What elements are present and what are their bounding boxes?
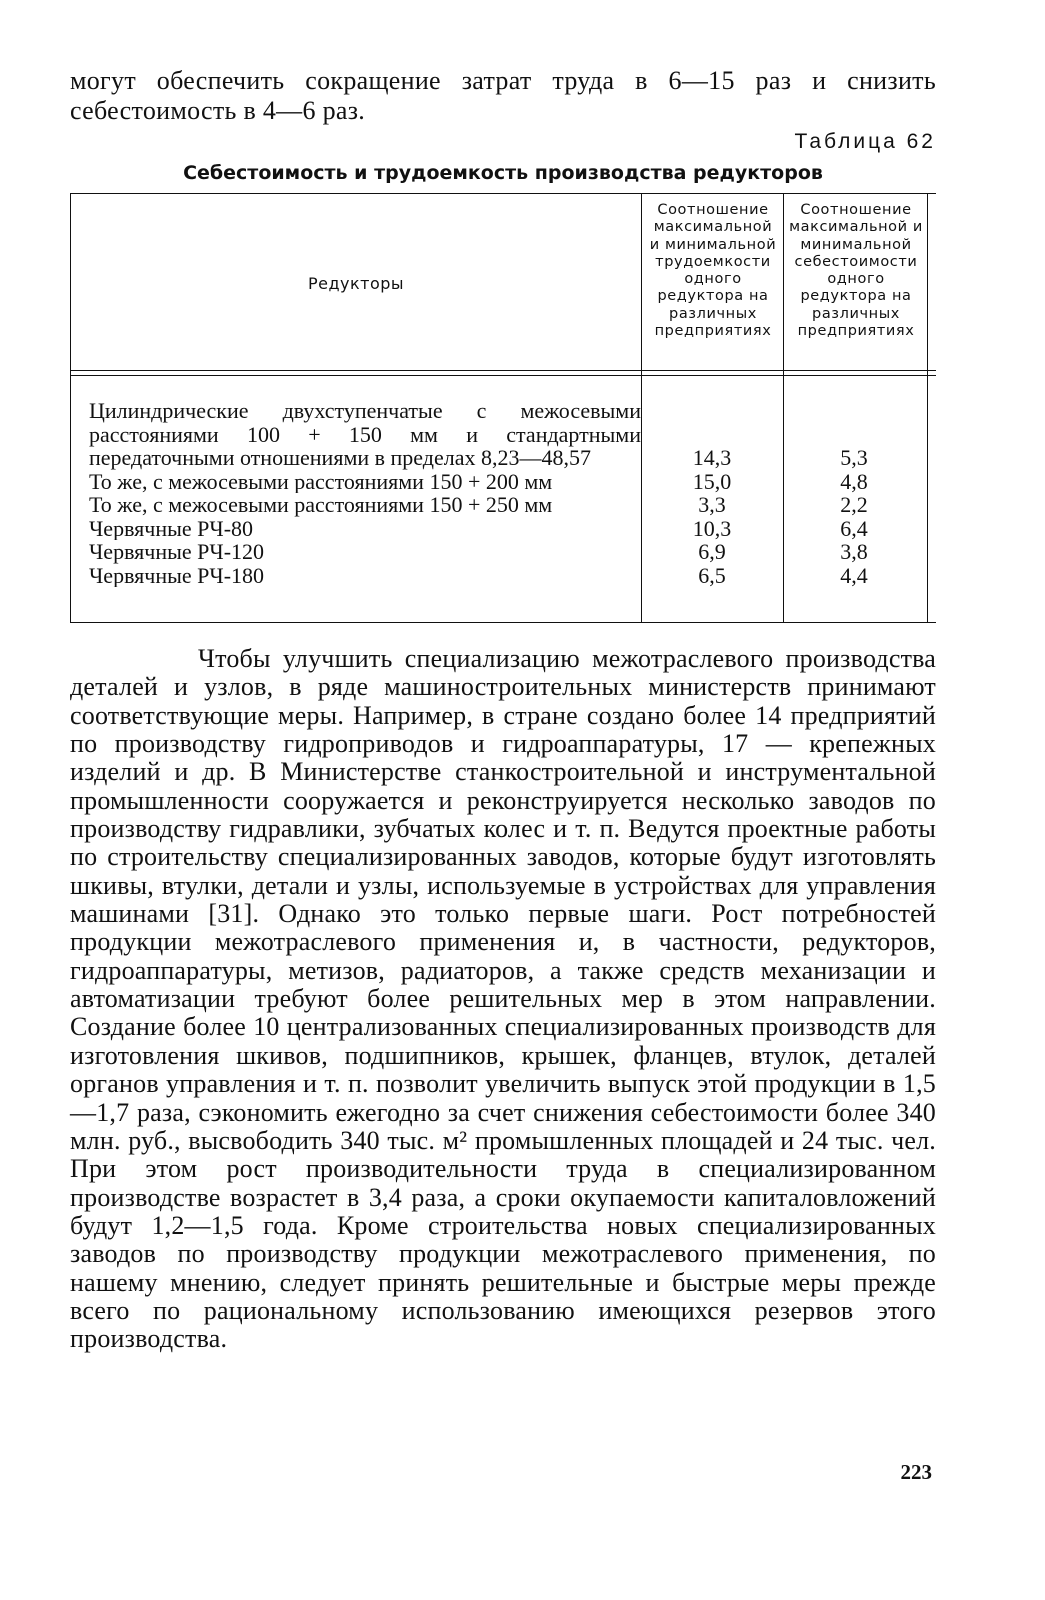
row-cost-ratio: 2,2 xyxy=(840,492,868,517)
header-separator xyxy=(70,370,936,371)
row-cost-ratio: 4,8 xyxy=(840,468,868,494)
row-cost-ratio: 3,8 xyxy=(840,539,868,564)
row-cost-ratio: 6,4 xyxy=(840,515,868,541)
row-name: Цилиндрические двухступенчатые с межосевыми расстояниями 100 + 150 мм и стандартными передаточными отношениями в пределах 8,23—48,57 xyxy=(89,399,641,470)
table-title: Себестоимость и трудоемкость производства редукторов xyxy=(183,162,823,184)
data-table xyxy=(70,193,936,623)
header-labor-ratio: Соотношение максимальной и минимальной трудоемкости одного редуктора на различных предприятиях xyxy=(649,202,777,340)
header-reducers: Редукторы xyxy=(307,274,405,293)
row-name: Червячные РЧ-80 xyxy=(89,516,254,540)
table-row xyxy=(70,493,936,517)
row-labor-ratio: 10,3 xyxy=(692,515,732,541)
row-name: Червячные РЧ-120 xyxy=(89,540,265,564)
row-labor-ratio: 6,9 xyxy=(698,539,726,564)
intro-paragraph: могут обеспечить сокращение затрат труда в 6—15 раз и снизить себестоимость в 4—6 раз. xyxy=(70,66,936,125)
table-body xyxy=(70,399,936,587)
row-labor-ratio: 15,0 xyxy=(692,468,732,494)
row-cost-ratio: 4,4 xyxy=(840,562,868,588)
table-row xyxy=(70,470,936,494)
row-labor-ratio: 14,3 xyxy=(692,445,732,470)
table-row xyxy=(70,399,936,470)
header-cost-ratio: Соотношение максимальной и минимальной себестоимости одного редуктора на различных предприятиях xyxy=(789,202,923,340)
row-name: То же, с межосевыми расстояниями 150 + 250 мм xyxy=(89,493,553,517)
header-separator-2 xyxy=(70,375,936,376)
row-name: Червячные РЧ-180 xyxy=(89,563,265,587)
body-paragraph xyxy=(70,645,936,1354)
body-text: Чтобы улучшить специализацию межотраслевого производства деталей и узлов, в ряде машиностроительных министерств принимают соответствующие меры. Например, в стране создано более 14 предприятий по производству гидроприводов и гидроаппаратуры, 17 — крепежных изделий и др. В Министерстве станкостроительной и инструментальной промышленности сооружается и реконструируется несколько заводов по производству гидравлики, зубчатых колес и т. п. Ведутся проектные работы по строительству специализированных заводов, которые будут изготовлять шкивы, втулки, детали и узлы, используемые в устройствах для управления машинами [31]. Однако это только первые шаги. Рост потребностей продукции межотраслевого применения и, в частности, редукторов, гидроаппаратуры, метизов, радиаторов, а также средств механизации и автоматизации требуют более решительных мер в этом направлении. Создание более 10 централизованных специализированных производств для изготовления шкивов, подшипников, крышек, фланцев, втулок, деталей органов управления и т. п. позволит увеличить выпуск этой продукции в 1,5—1,7 раза, сэкономить ежегодно за счет снижения себестоимости более 340 млн. руб., высвободить 340 тыс. м² промышленных площадей и 24 тыс. чел. При этом рост производительности труда в специализированном производстве возрастет в 3,4 раза, а сроки окупаемости капиталовложений будут 1,2—1,5 года. Кроме строительства новых специализированных заводов по производству продукции межотраслевого применения, по нашему мнению, следует принять решительные и быстрые меры прежде всего по рациональному использованию имеющихся резервов этого производства. xyxy=(70,644,936,1354)
row-labor-ratio: 6,5 xyxy=(698,562,726,588)
row-cost-ratio: 5,3 xyxy=(840,445,868,470)
row-name: То же, с межосевыми расстояниями 150 + 200 мм xyxy=(89,469,553,493)
table-row xyxy=(70,564,936,588)
row-labor-ratio: 3,3 xyxy=(698,492,726,517)
table-row xyxy=(70,540,936,564)
table-label: Таблица 62 xyxy=(794,130,936,153)
book-page xyxy=(70,0,936,1600)
table-row xyxy=(70,517,936,541)
page-number: 223 xyxy=(900,1460,932,1484)
